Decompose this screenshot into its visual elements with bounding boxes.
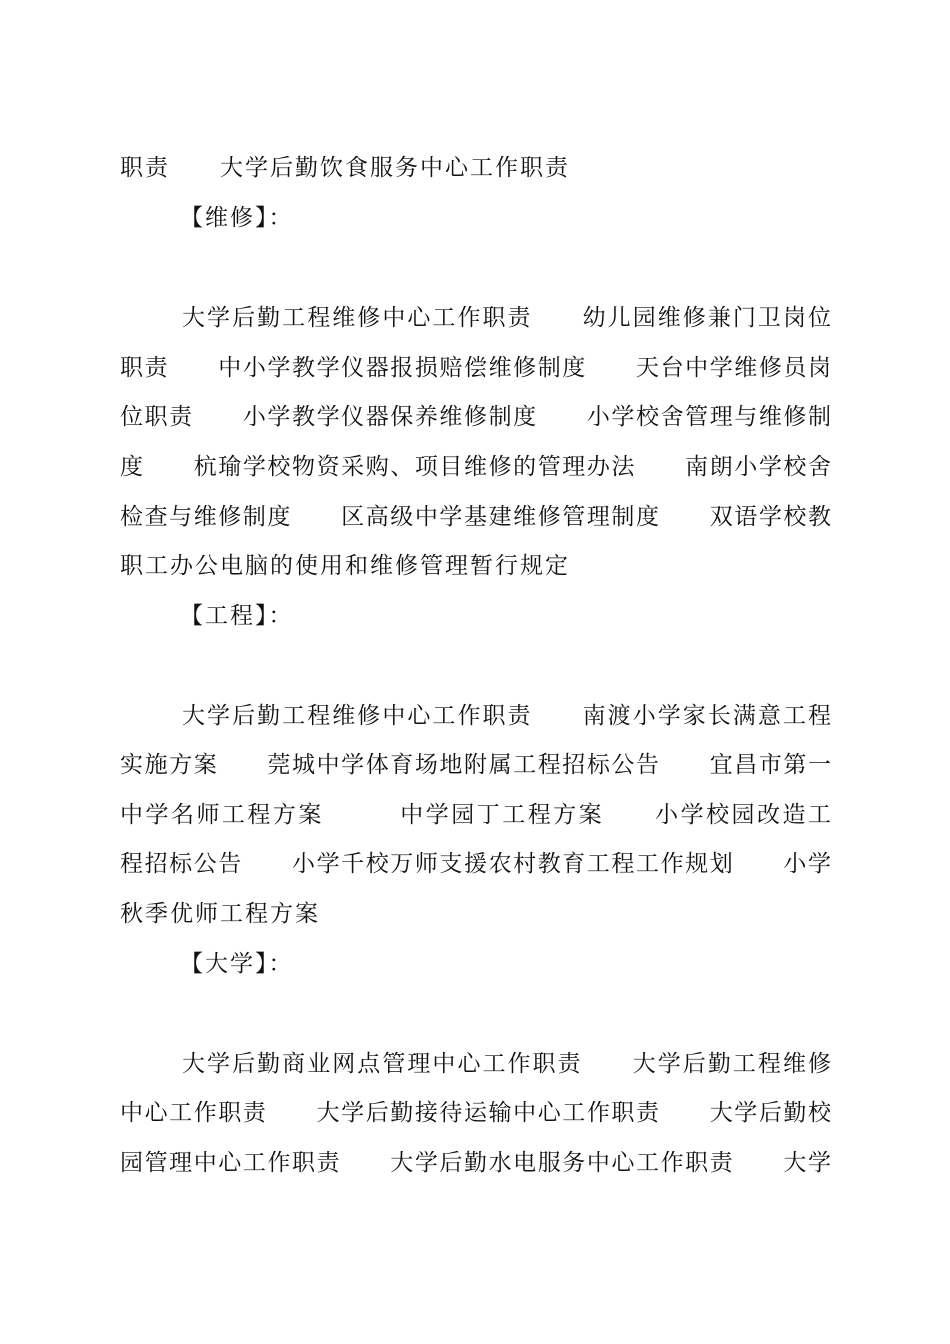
paragraph-line: 秋季优师工程方案 — [120, 901, 320, 927]
section-heading-university: 【大学】： — [180, 951, 294, 977]
paragraph-line: 职责 中小学教学仪器报损赔偿维修制度 天台中学维修员岗 — [120, 355, 832, 381]
paragraph-line: 中心工作职责 大学后勤接待运输中心工作职责 大学后勤校 — [120, 1100, 832, 1126]
paragraph-line: 职工办公电脑的使用和维修管理暂行规定 — [120, 553, 570, 579]
paragraph-line: 园管理中心工作职责 大学后勤水电服务中心工作职责 大学 — [120, 1150, 832, 1176]
paragraph-line: 检查与维修制度 区高级中学基建维修管理制度 双语学校教 — [120, 504, 832, 530]
paragraph-line: 大学后勤工程维修中心工作职责 南渡小学家长满意工程 — [182, 703, 832, 729]
paragraph-line: 大学后勤商业网点管理中心工作职责 大学后勤工程维修 — [182, 1051, 832, 1077]
intro-line: 职责 大学后勤饮食服务中心工作职责 — [120, 155, 570, 181]
paragraph-line: 位职责 小学教学仪器保养维修制度 小学校舍管理与维修制 — [120, 404, 832, 430]
paragraph-line: 大学后勤工程维修中心工作职责 幼儿园维修兼门卫岗位 — [182, 305, 832, 331]
paragraph-line: 程招标公告 小学千校万师支援农村教育工程工作规划 小学 — [120, 851, 832, 877]
paragraph-line: 中学名师工程方案 中学园丁工程方案 小学校园改造工 — [120, 802, 832, 828]
paragraph-line: 实施方案 莞城中学体育场地附属工程招标公告 宜昌市第一 — [120, 752, 832, 778]
section-heading-engineering: 【工程】： — [180, 603, 294, 629]
section-heading-repair: 【维修】： — [180, 205, 294, 231]
paragraph-line: 度 杭瑜学校物资采购、项目维修的管理办法 南朗小学校舍 — [120, 454, 832, 480]
